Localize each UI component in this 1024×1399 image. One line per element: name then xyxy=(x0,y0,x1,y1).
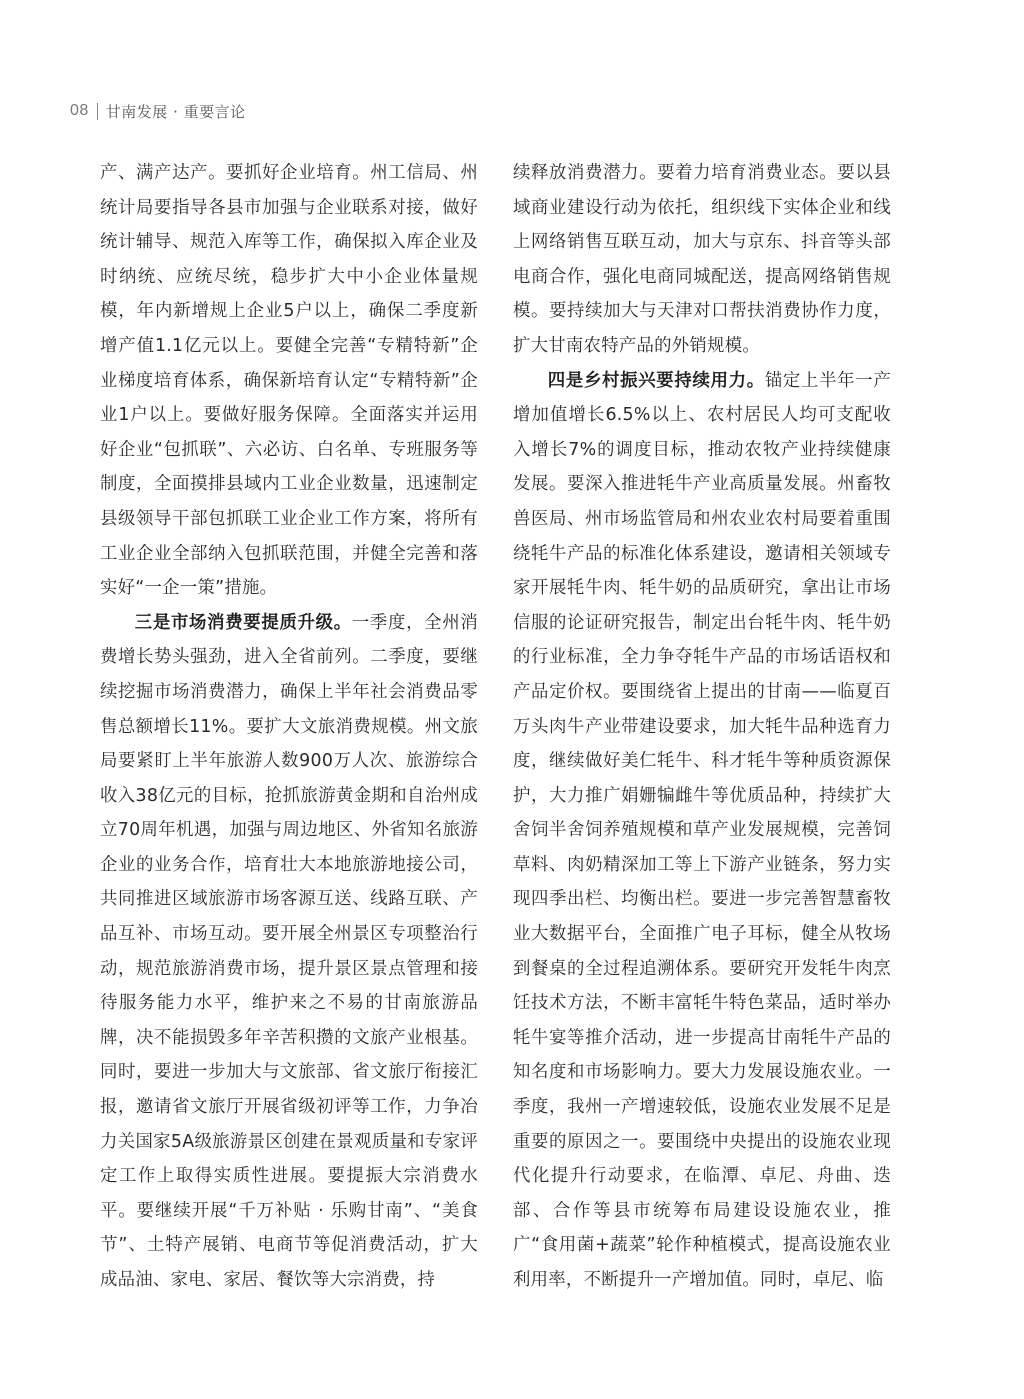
paragraph-rural-revitalization xyxy=(513,364,891,1298)
section-heading-rural-revitalization: 四是乡村振兴要持续用力。 xyxy=(547,370,765,391)
paragraph-body: 锚定上半年一产增加值增长6.5%以上、农村居民人均可支配收入增长7%的调度目标，推动农牧产业持续健康发展。要深入推进牦牛产业高质量发展。州畜牧兽医局、州市场监管局和州农业农村局要着重围绕牦牛产品的标准化体系建设，邀请相关领域专家开展牦牛肉、牦牛奶的品质研究，拿出让市场信服的论证研究报告，制定出台牦牛肉、牦牛奶的行业标准，全力争夺牦牛产品的市场话语权和产品定价权。要围绕省上提出的甘南——临夏百万头肉牛产业带建设要求，加大牦牛品种选育力度，继续做好美仁牦牛、科才牦牛等种质资源保护，大力推广娟姗犏雌牛等优质品种，持续扩大舍饲半舍饲养殖规模和草产业发展规模，完善饲草料、肉奶精深加工等上下游产业链条，努力实现四季出栏、均衡出栏。要进一步完善智慧畜牧业大数据平台，全面推广电子耳标，健全从牧场到餐桌的全过程追溯体系。要研究开发牦牛肉烹饪技术方法，不断丰富牦牛特色菜品，适时举办牦牛宴等推介活动，进一步提高甘南牦牛产品的知名度和市场影响力。要大力发展设施农业。一季度，我州一产增速较低，设施农业发展不足是重要的原因之一。要围绕中央提出的设施农业现代化提升行动要求，在临潭、卓尼、舟曲、迭部、合作等县市统筹布局建设设施农业，推广“食用菌+蔬菜”轮作种植模式，提高设施农业利用率，不断提升一产增加值。同时，卓尼、临 xyxy=(513,370,891,1290)
section-heading-market-consumption: 三是市场消费要提质升级。 xyxy=(134,612,352,633)
right-column xyxy=(513,156,891,1298)
page-header xyxy=(70,98,246,124)
page-number: 08 xyxy=(70,102,89,119)
paragraph-continuation: 产、满产达产。要抓好企业培育。州工信局、州统计局要指导各县市加强与企业联系对接，做好统计辅导、规范入库等工作，确保拟入库企业及时纳统、应统尽统，稳步扩大中小企业体量规模，年内新增规上企业5户以上，确保二季度新增产值1.1亿元以上。要健全完善“专精特新”企业梯度培育体系，确保新培育认定“专精特新”企业1户以上。要做好服务保障。全面落实并运用好企业“包抓联”、六必访、白名单、专班服务等制度，全面摸排县域内工业企业数量，迅速制定县级领导干部包抓联工业企业工作方案，将所有工业企业全部纳入包抓联范围，并健全完善和落实好“一企一策”措施。 xyxy=(100,163,478,599)
running-title: 甘南发展 · 重要言论 xyxy=(105,102,246,121)
left-column xyxy=(100,156,478,1298)
paragraph-market-consumption xyxy=(100,606,478,1298)
paragraph-continuation: 续释放消费潜力。要着力培育消费业态。要以县域商业建设行动为依托，组织线下实体企业和线上网络销售互联互动，加大与京东、抖音等头部电商合作，强化电商同城配送，提高网络销售规模。要持续加大与天津对口帮扶消费协作力度，扩大甘南农特产品的外销规模。 xyxy=(513,163,891,356)
header-divider xyxy=(97,103,98,120)
paragraph-body: 一季度，全州消费增长势头强劲，进入全省前列。二季度，要继续挖掘市场消费潜力，确保上半年社会消费品零售总额增长11%。要扩大文旅消费规模。州文旅局要紧盯上半年旅游人数900万人次、旅游综合收入38亿元的目标，抢抓旅游黄金期和自治州成立70周年机遇，加强与周边地区、外省知名旅游企业的业务合作，培育壮大本地旅游地接公司，共同推进区域旅游市场客源互送、线路互联、产品互补、市场互动。要开展全州景区专项整治行动，规范旅游消费市场，提升景区景点管理和接待服务能力水平，维护来之不易的甘南旅游品牌，决不能损毁多年辛苦积攒的文旅产业根基。同时，要进一步加大与文旅部、省文旅厅衔接汇报，邀请省文旅厅开展省级初评等工作，力争冶力关国家5A级旅游景区创建在景观质量和专家评定工作上取得实质性进展。要提振大宗消费水平。要继续开展“千万补贴 · 乐购甘南”、“美食节”、土特产展销、电商节等促消费活动，扩大成品油、家电、家居、餐饮等大宗消费，持 xyxy=(100,612,478,1290)
